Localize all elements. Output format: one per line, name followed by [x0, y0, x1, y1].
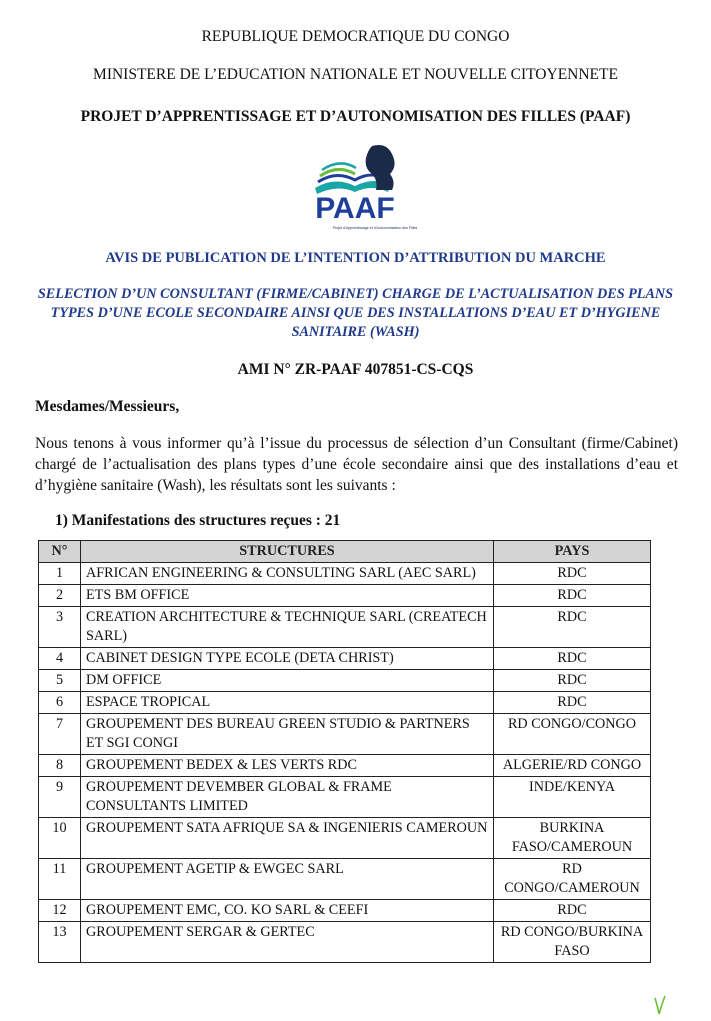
table-row — [39, 900, 651, 922]
header-country: PAYS — [494, 541, 651, 563]
table-row — [39, 755, 651, 777]
project-heading: PROJET D’APPRENTISSAGE ET D’AUTONOMISATION DES FILLES (PAAF) — [80, 108, 631, 125]
row-structure: ESPACE TROPICAL — [81, 692, 494, 714]
header-structure: STRUCTURES — [81, 541, 494, 563]
row-country: RDC — [494, 900, 651, 922]
row-number: 4 — [39, 648, 81, 670]
paaf-logo-graphic — [280, 140, 430, 232]
row-structure: GROUPEMENT EMC, CO. KO SARL & CEEFI — [81, 900, 494, 922]
row-structure: GROUPEMENT BEDEX & LES VERTS RDC — [81, 755, 494, 777]
table-row — [39, 585, 651, 607]
table-row — [39, 714, 651, 755]
ministry-heading: MINISTERE DE L’EDUCATION NATIONALE ET NOUVELLE CITOYENNETE — [93, 66, 618, 83]
row-country: BURKINA FASO/CAMEROUN — [494, 818, 651, 859]
row-country: RDC — [494, 563, 651, 585]
table-row — [39, 607, 651, 648]
salutation: Mesdames/Messieurs, — [35, 398, 180, 415]
table-row — [39, 859, 651, 900]
row-country: RDC — [494, 670, 651, 692]
table-row — [39, 818, 651, 859]
row-structure: GROUPEMENT SATA AFRIQUE SA & INGENIERIS CAMEROUN — [81, 818, 494, 859]
row-structure: CABINET DESIGN TYPE ECOLE (DETA CHRIST) — [81, 648, 494, 670]
table-row — [39, 670, 651, 692]
row-number: 7 — [39, 714, 81, 755]
reference-number: AMI N° ZR-PAAF 407851-CS-CQS — [237, 361, 474, 378]
row-number: 5 — [39, 670, 81, 692]
row-structure: GROUPEMENT DEVEMBER GLOBAL & FRAME CONSULTANTS LIMITED — [81, 777, 494, 818]
table-row — [39, 777, 651, 818]
row-structure: AFRICAN ENGINEERING & CONSULTING SARL (AEC SARL) — [81, 563, 494, 585]
row-country: RDC — [494, 607, 651, 648]
row-structure: CREATION ARCHITECTURE & TECHNIQUE SARL (CREATECH SARL) — [81, 607, 494, 648]
notice-title: AVIS DE PUBLICATION DE L’INTENTION D’ATTRIBUTION DU MARCHE — [105, 250, 606, 266]
row-country: RD CONGO/CAMEROUN — [494, 859, 651, 900]
table-header-row — [39, 541, 651, 563]
row-number: 3 — [39, 607, 81, 648]
row-number: 2 — [39, 585, 81, 607]
row-number: 12 — [39, 900, 81, 922]
row-number: 11 — [39, 859, 81, 900]
row-country: ALGERIE/RD CONGO — [494, 755, 651, 777]
row-country: INDE/KENYA — [494, 777, 651, 818]
logo-subtitle: Projet d'Apprentissage et d'Autonomisation des Filles — [332, 226, 418, 230]
country-heading: REPUBLIQUE DEMOCRATIQUE DU CONGO — [201, 28, 510, 45]
section-title: 1) Manifestations des structures reçues : 21 — [55, 512, 341, 529]
row-country: RDC — [494, 648, 651, 670]
row-country: RD CONGO/CONGO — [494, 714, 651, 755]
intro-paragraph: Nous tenons à vous informer qu’à l’issue du processus de sélection d’un Consultant (firme/Cabinet) chargé de l’actualisation des plans types d’une école secondaire ainsi que des installations d’eau et d’hygiène sanitaire (Wash), les résultats sont les suivants : — [35, 435, 678, 494]
row-structure: ETS BM OFFICE — [81, 585, 494, 607]
row-number: 10 — [39, 818, 81, 859]
logo-text: PAAF — [315, 192, 395, 225]
row-country: RD CONGO/BURKINA FASO — [494, 922, 651, 963]
table-row — [39, 563, 651, 585]
table-row — [39, 692, 651, 714]
row-number: 8 — [39, 755, 81, 777]
row-number: 9 — [39, 777, 81, 818]
row-number: 1 — [39, 563, 81, 585]
structures-table — [38, 540, 651, 963]
paaf-logo — [280, 140, 430, 232]
table-row — [39, 648, 651, 670]
row-country: RDC — [494, 585, 651, 607]
handwritten-mark-icon — [653, 994, 667, 1016]
table-row — [39, 922, 651, 963]
row-number: 13 — [39, 922, 81, 963]
row-country: RDC — [494, 692, 651, 714]
row-number: 6 — [39, 692, 81, 714]
notice-subject: SELECTION D’UN CONSULTANT (FIRME/CABINET) CHARGE DE L’ACTUALISATION DES PLANS TYPES D’UNE ECOLE SECONDAIRE AINSI QUE DES INSTALLATIONS D’EAU ET D’HYGIENE SANITAIRE (WASH) — [37, 286, 674, 340]
row-structure: GROUPEMENT DES BUREAU GREEN STUDIO & PARTNERS ET SGI CONGI — [81, 714, 494, 755]
row-structure: DM OFFICE — [81, 670, 494, 692]
header-num: N° — [39, 541, 81, 563]
row-structure: GROUPEMENT AGETIP & EWGEC SARL — [81, 859, 494, 900]
row-structure: GROUPEMENT SERGAR & GERTEC — [81, 922, 494, 963]
